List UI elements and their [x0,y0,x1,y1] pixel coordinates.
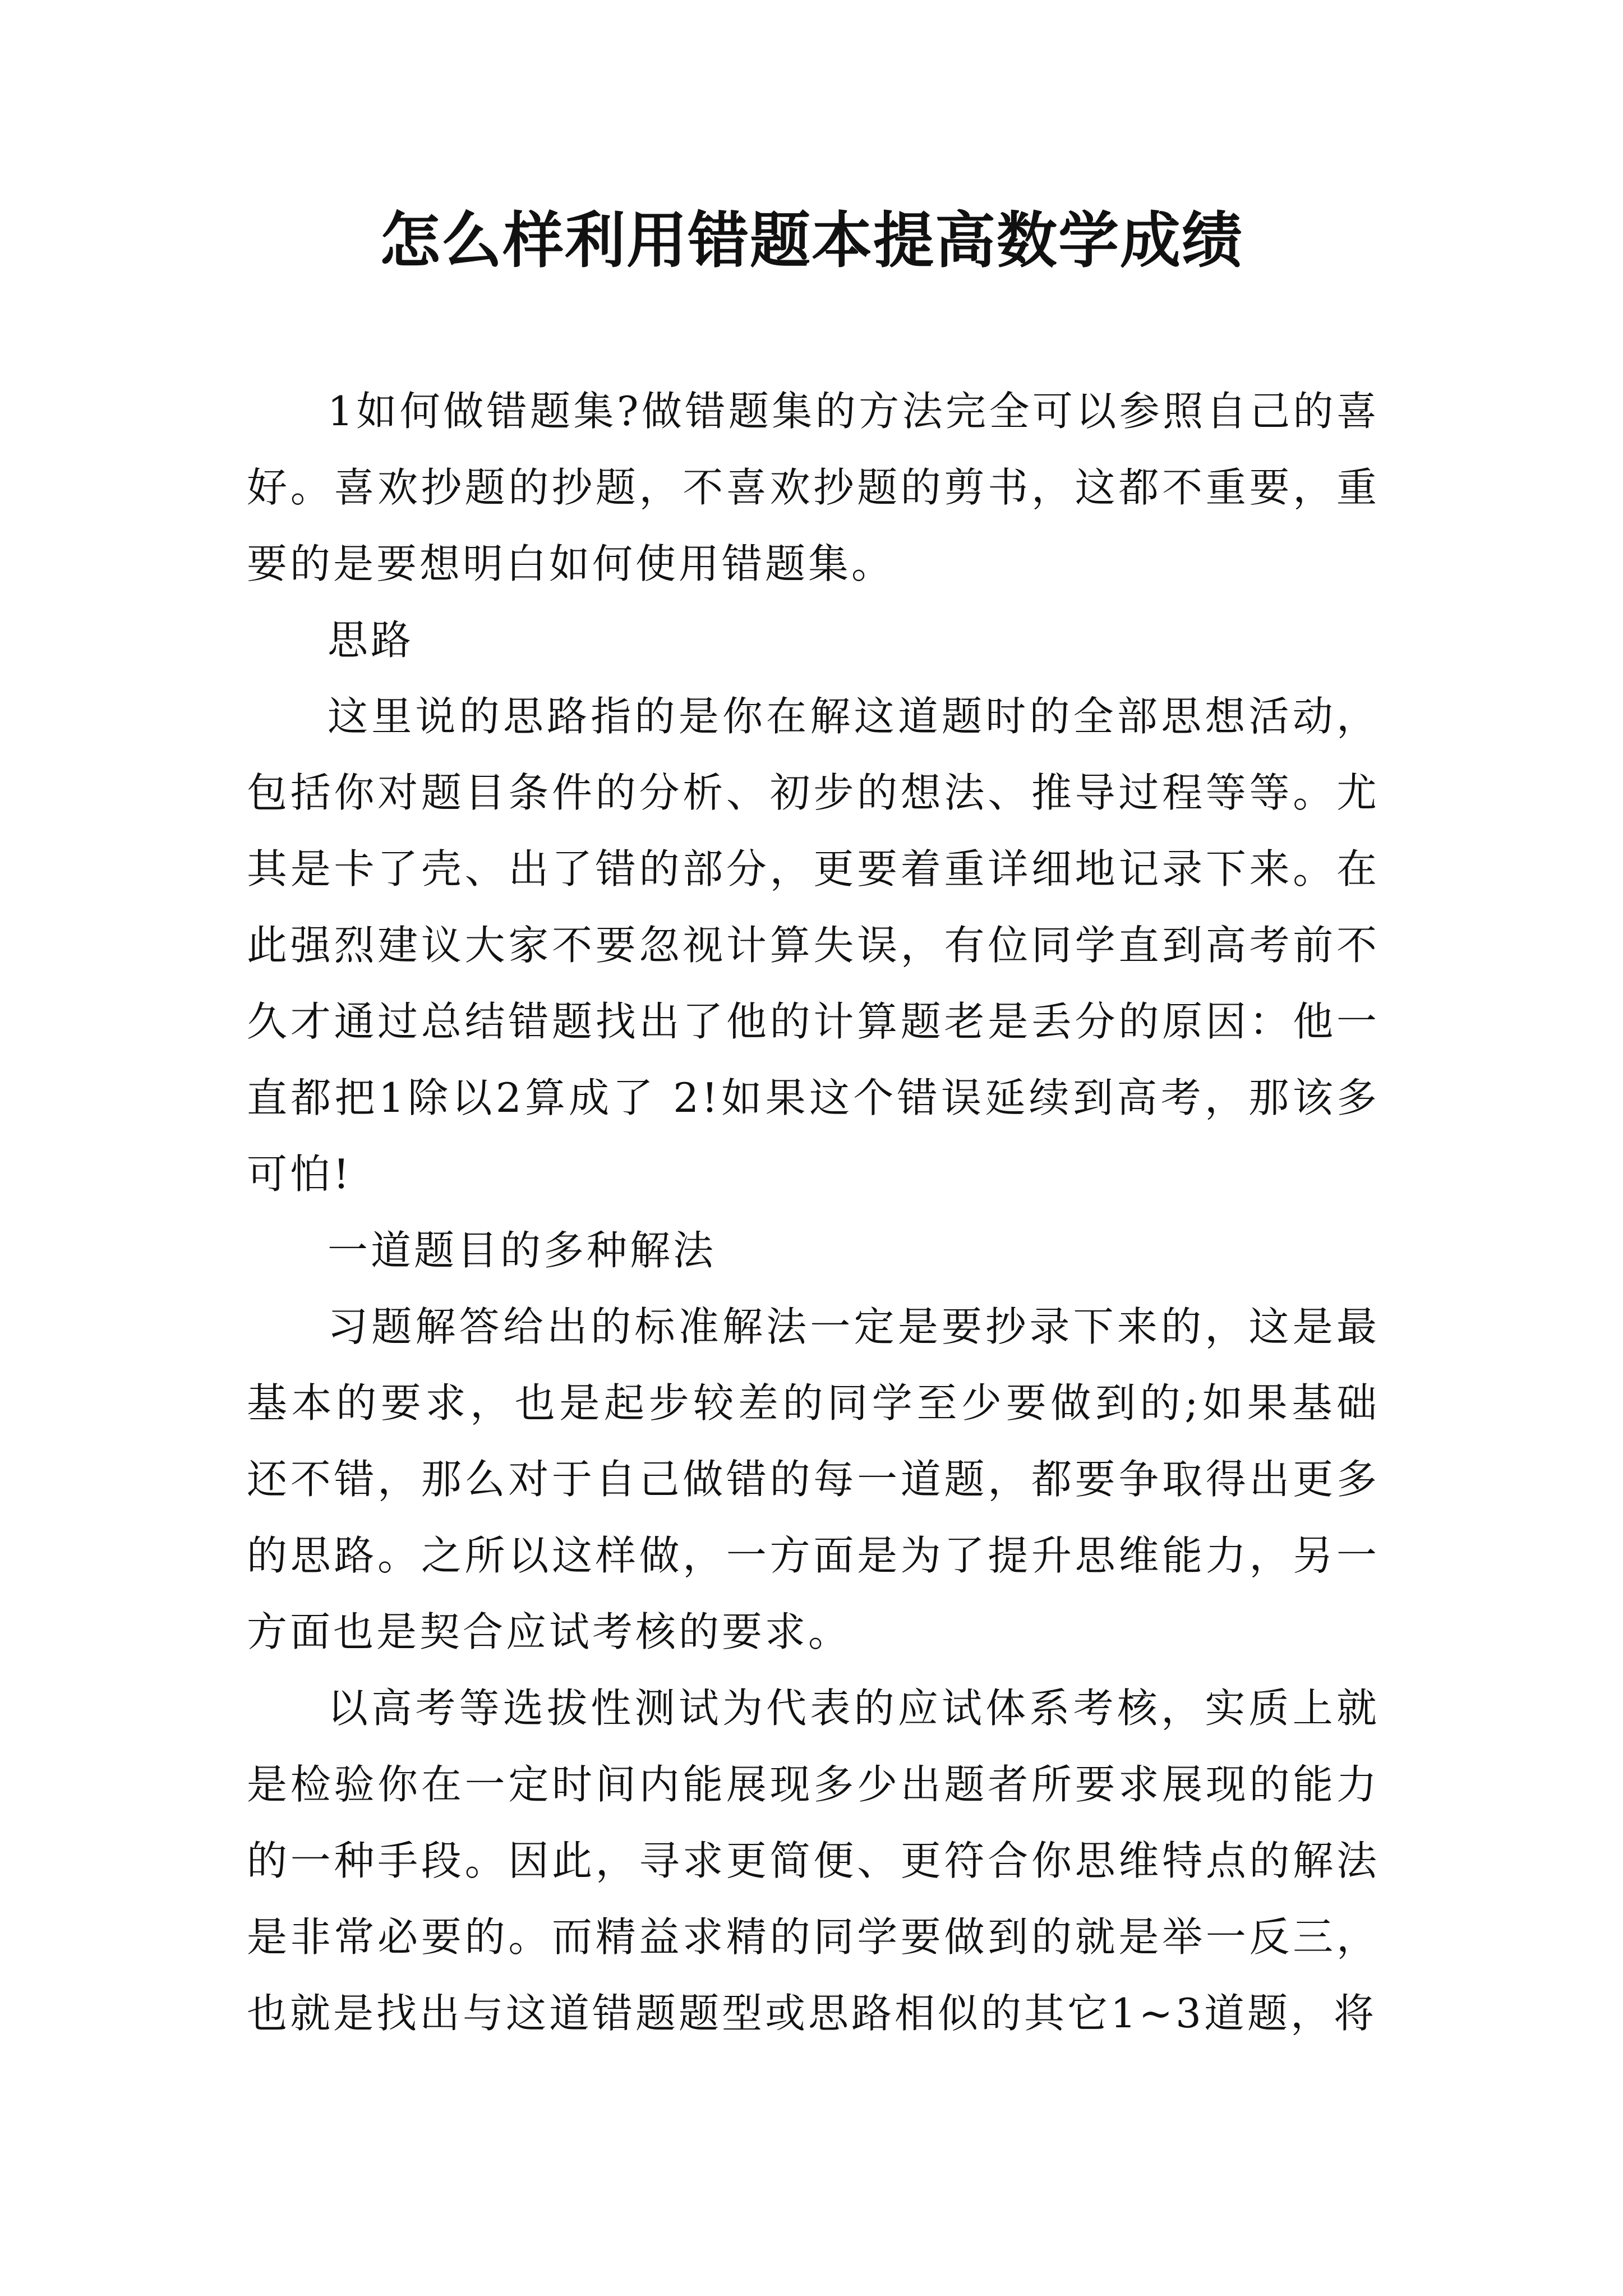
paragraph-multiple-solutions: 习题解答给出的标准解法一定是要抄录下来的，这是最基本的要求，也是起步较差的同学至少要做到的;如果基础还不错，那么对于自己做错的每一道题，都要争取得出更多的思路。之所以这样做，一方面是为了提升思维能力，另一方面也是契合应试考核的要求。 [247,1303,1380,1655]
section-heading-thinking: 思路 [328,616,414,664]
paragraph-intro: 1如何做错题集?做错题集的方法完全可以参照自己的喜好。喜欢抄题的抄题，不喜欢抄题的剪书，这都不重要，重要的是要想明白如何使用错题集。 [247,388,1380,587]
paragraph-thinking: 这里说的思路指的是你在解这道题时的全部思想活动，包括你对题目条件的分析、初步的想法、推导过程等等。尤其是卡了壳、出了错的部分，更要着重详细地记录下来。在此强烈建议大家不要忽视计算失误，有位同学直到高考前不久才通过总结错题找出了他的计算题老是丢分的原因：他一直都把1除以2算成了 2!如果这个错误延续到高考，那该多可怕! [247,693,1380,1198]
paragraph-exam-system: 以高考等选拔性测试为代表的应试体系考核，实质上就是检验你在一定时间内能展现多少出题者所要求展现的能力的一种手段。因此，寻求更简便、更符合你思维特点的解法是非常必要的。而精益求精的同学要做到的就是举一反三，也就是找出与这道错题题型或思路相似的其它1~3道题，将 [247,1685,1380,2037]
section-heading-multiple-solutions: 一道题目的多种解法 [328,1227,717,1274]
document-title: 怎么样利用错题本提高数学成绩 [379,206,1243,276]
document-body [247,373,1380,2051]
